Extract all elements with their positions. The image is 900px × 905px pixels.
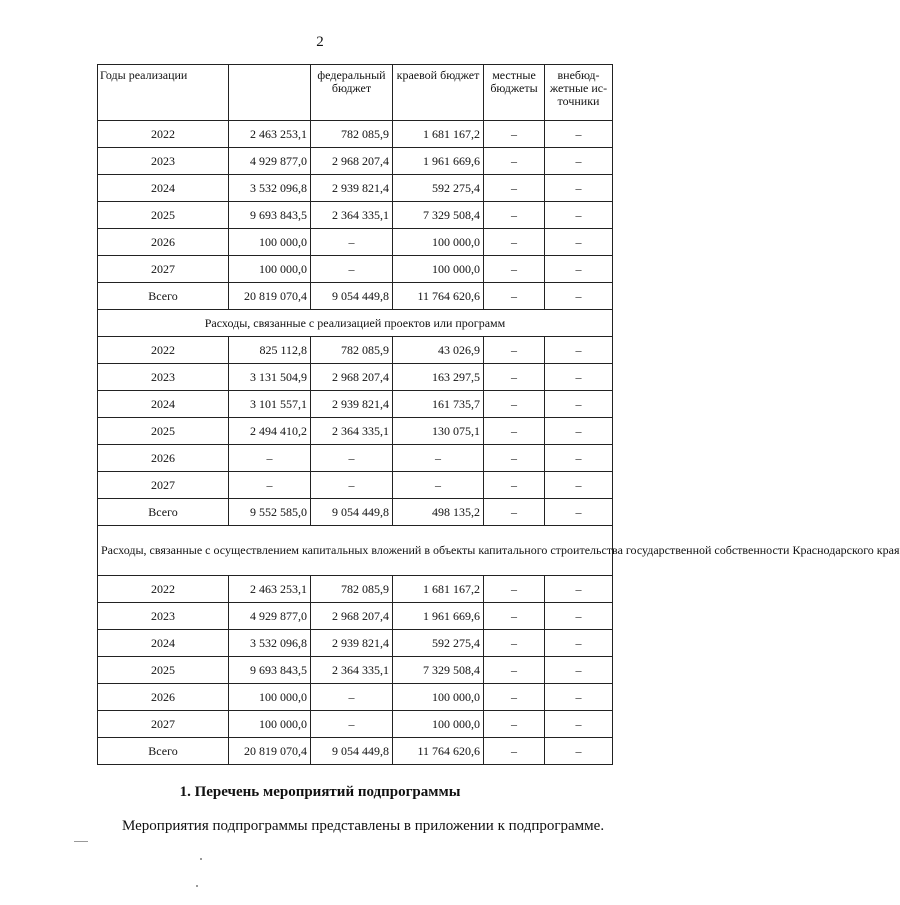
value-cell: 2 939 821,4 [311, 391, 393, 418]
table-row [98, 418, 613, 445]
value-cell: 2 968 207,4 [311, 364, 393, 391]
table-row [98, 283, 613, 310]
budget-table-body [98, 65, 900, 765]
value-cell: 20 819 070,4 [229, 283, 311, 310]
value-cell: – [484, 121, 545, 148]
row-label-cell: 2023 [98, 603, 229, 630]
value-cell: – [311, 711, 393, 738]
value-cell: 7 329 508,4 [393, 657, 484, 684]
value-cell: 100 000,0 [229, 684, 311, 711]
row-label-cell: 2026 [98, 445, 229, 472]
row-label-cell: 2023 [98, 148, 229, 175]
value-cell: – [545, 418, 613, 445]
table-row [98, 711, 613, 738]
header-extrabudgetary: внебюд-жетные ис-точники [545, 65, 613, 121]
table-row [98, 630, 613, 657]
table-row [98, 229, 613, 256]
header-years: Годы реализации [98, 65, 229, 121]
value-cell: 592 275,4 [393, 175, 484, 202]
value-cell: – [484, 576, 545, 603]
value-cell: 9 054 449,8 [311, 499, 393, 526]
value-cell: 11 764 620,6 [393, 738, 484, 765]
scan-speck [74, 841, 88, 842]
row-label-cell: 2027 [98, 256, 229, 283]
value-cell: – [545, 576, 613, 603]
value-cell: 100 000,0 [393, 256, 484, 283]
value-cell: – [545, 657, 613, 684]
value-cell: 9 054 449,8 [311, 283, 393, 310]
row-label-cell: Всего [98, 283, 229, 310]
value-cell: 161 735,7 [393, 391, 484, 418]
value-cell: 825 112,8 [229, 337, 311, 364]
table-header-row [98, 65, 613, 121]
value-cell: – [484, 283, 545, 310]
value-cell: – [484, 445, 545, 472]
header-total [229, 65, 311, 121]
header-regional: краевой бюджет [393, 65, 484, 121]
value-cell: – [393, 445, 484, 472]
value-cell: – [311, 445, 393, 472]
value-cell: – [545, 283, 613, 310]
table-row [98, 256, 613, 283]
value-cell: – [545, 121, 613, 148]
row-label-cell: 2022 [98, 121, 229, 148]
table-row [98, 175, 613, 202]
value-cell: 100 000,0 [229, 256, 311, 283]
value-cell: – [484, 175, 545, 202]
value-cell: 782 085,9 [311, 121, 393, 148]
value-cell: – [484, 256, 545, 283]
scan-speck [200, 858, 202, 860]
value-cell: 9 693 843,5 [229, 657, 311, 684]
value-cell: – [484, 391, 545, 418]
value-cell: – [393, 472, 484, 499]
value-cell: – [545, 364, 613, 391]
value-cell: – [229, 445, 311, 472]
value-cell: 782 085,9 [311, 337, 393, 364]
section-row-capital-title: Расходы, связанные с осуществлением капитальных вложений в объекты капитального строительства государственной собственности Краснодарского края [98, 526, 613, 576]
table-row [98, 684, 613, 711]
value-cell: 782 085,9 [311, 576, 393, 603]
value-cell: 2 939 821,4 [311, 630, 393, 657]
value-cell: – [311, 229, 393, 256]
value-cell: 100 000,0 [229, 711, 311, 738]
value-cell: – [545, 202, 613, 229]
value-cell: – [545, 229, 613, 256]
header-local: местные бюджеты [484, 65, 545, 121]
value-cell: 498 135,2 [393, 499, 484, 526]
budget-table [97, 64, 900, 765]
table-row [98, 657, 613, 684]
value-cell: – [484, 630, 545, 657]
row-label-cell: 2027 [98, 711, 229, 738]
value-cell: 4 929 877,0 [229, 148, 311, 175]
table-row [98, 576, 613, 603]
value-cell: – [484, 657, 545, 684]
value-cell: – [545, 175, 613, 202]
table-row [98, 121, 613, 148]
value-cell: 2 968 207,4 [311, 603, 393, 630]
value-cell: – [545, 391, 613, 418]
value-cell: 2 364 335,1 [311, 202, 393, 229]
value-cell: – [484, 711, 545, 738]
value-cell: – [229, 472, 311, 499]
value-cell: 1 961 669,6 [393, 603, 484, 630]
value-cell: – [484, 229, 545, 256]
value-cell: – [545, 711, 613, 738]
section-row-capital [98, 526, 613, 576]
value-cell: 100 000,0 [229, 229, 311, 256]
value-cell: – [545, 472, 613, 499]
value-cell: 2 494 410,2 [229, 418, 311, 445]
value-cell: – [484, 472, 545, 499]
value-cell: – [484, 684, 545, 711]
section-row-projects [98, 310, 613, 337]
value-cell: 9 054 449,8 [311, 738, 393, 765]
value-cell: – [545, 603, 613, 630]
section-heading: 1. Перечень мероприятий подпрограммы [179, 784, 461, 800]
table-row [98, 337, 613, 364]
value-cell: 100 000,0 [393, 684, 484, 711]
value-cell: 2 364 335,1 [311, 657, 393, 684]
value-cell: 1 681 167,2 [393, 121, 484, 148]
table-row [98, 472, 613, 499]
value-cell: 2 463 253,1 [229, 121, 311, 148]
row-label-cell: Всего [98, 499, 229, 526]
value-cell: 11 764 620,6 [393, 283, 484, 310]
value-cell: – [484, 499, 545, 526]
section-row-projects-title: Расходы, связанные с реализацией проектов или программ [98, 310, 613, 337]
value-cell: – [311, 256, 393, 283]
value-cell: – [311, 684, 393, 711]
row-label-cell: 2025 [98, 657, 229, 684]
row-label-cell: 2027 [98, 472, 229, 499]
value-cell: – [545, 630, 613, 657]
value-cell: – [545, 337, 613, 364]
value-cell: – [484, 418, 545, 445]
value-cell: 100 000,0 [393, 711, 484, 738]
table-row [98, 445, 613, 472]
row-label-cell: 2022 [98, 576, 229, 603]
row-label-cell: 2026 [98, 229, 229, 256]
value-cell: – [545, 256, 613, 283]
value-cell: 1 961 669,6 [393, 148, 484, 175]
table-row [98, 499, 613, 526]
body-paragraph: Мероприятия подпрограммы представлены в приложении к подпрограмме. [122, 818, 605, 834]
value-cell: – [545, 684, 613, 711]
value-cell: 3 532 096,8 [229, 175, 311, 202]
value-cell: – [484, 738, 545, 765]
value-cell: – [484, 603, 545, 630]
value-cell: 2 968 207,4 [311, 148, 393, 175]
value-cell: – [545, 738, 613, 765]
table-row [98, 148, 613, 175]
value-cell: 592 275,4 [393, 630, 484, 657]
header-federal: федеральный бюджет [311, 65, 393, 121]
value-cell: 9 552 585,0 [229, 499, 311, 526]
value-cell: 43 026,9 [393, 337, 484, 364]
page-number: 2 [316, 34, 324, 50]
value-cell: 1 681 167,2 [393, 576, 484, 603]
value-cell: 4 929 877,0 [229, 603, 311, 630]
value-cell: 20 819 070,4 [229, 738, 311, 765]
value-cell: – [545, 445, 613, 472]
value-cell: – [484, 148, 545, 175]
row-label-cell: 2022 [98, 337, 229, 364]
table-row [98, 738, 613, 765]
value-cell: 130 075,1 [393, 418, 484, 445]
value-cell: 3 131 504,9 [229, 364, 311, 391]
value-cell: 2 463 253,1 [229, 576, 311, 603]
table-row [98, 364, 613, 391]
table-row [98, 391, 613, 418]
row-label-cell: Всего [98, 738, 229, 765]
value-cell: – [484, 202, 545, 229]
value-cell: – [545, 148, 613, 175]
value-cell: 100 000,0 [393, 229, 484, 256]
value-cell: – [484, 364, 545, 391]
value-cell: 2 364 335,1 [311, 418, 393, 445]
row-label-cell: 2024 [98, 630, 229, 657]
value-cell: – [311, 472, 393, 499]
row-label-cell: 2026 [98, 684, 229, 711]
value-cell: 163 297,5 [393, 364, 484, 391]
table-row [98, 202, 613, 229]
value-cell: 7 329 508,4 [393, 202, 484, 229]
row-label-cell: 2023 [98, 364, 229, 391]
scan-speck [196, 885, 198, 887]
value-cell: – [484, 337, 545, 364]
row-label-cell: 2025 [98, 202, 229, 229]
value-cell: 2 939 821,4 [311, 175, 393, 202]
row-label-cell: 2024 [98, 175, 229, 202]
table-row [98, 603, 613, 630]
value-cell: 3 101 557,1 [229, 391, 311, 418]
value-cell: 9 693 843,5 [229, 202, 311, 229]
row-label-cell: 2025 [98, 418, 229, 445]
row-label-cell: 2024 [98, 391, 229, 418]
value-cell: – [545, 499, 613, 526]
value-cell: 3 532 096,8 [229, 630, 311, 657]
